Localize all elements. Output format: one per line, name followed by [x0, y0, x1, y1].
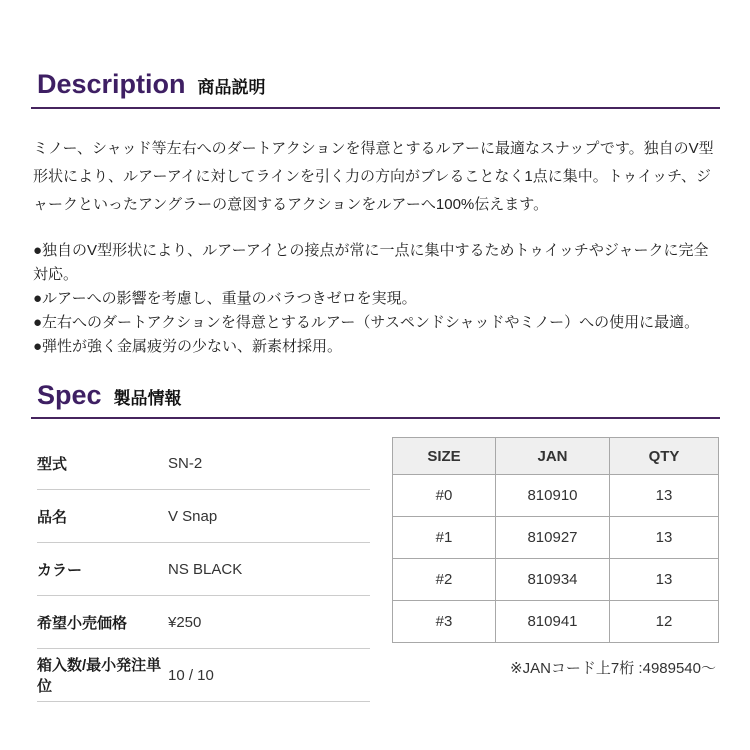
spec-label: 希望小売価格	[37, 614, 128, 632]
spec-row-color	[37, 543, 370, 596]
size-cell: #2	[393, 559, 496, 601]
feature-bullet: ●独自のV型形状により、ルアーアイとの接点が常に一点に集中するためトゥイッチやジャークに完全対応。	[33, 241, 709, 283]
spec-row-price	[37, 596, 370, 649]
qty-cell: 12	[610, 601, 719, 643]
spec-label: カラー	[37, 561, 83, 579]
spec-content	[31, 437, 720, 702]
jan-cell: 810941	[496, 601, 610, 643]
description-heading-en: Description	[37, 69, 186, 99]
spec-label: 型式	[37, 455, 68, 473]
spec-row-box-qty	[37, 649, 370, 702]
table-row	[393, 475, 719, 517]
table-row	[393, 601, 719, 643]
feature-bullet-list	[33, 239, 720, 359]
jan-cell: 810934	[496, 559, 610, 601]
qty-cell: 13	[610, 517, 719, 559]
jan-column-header: JAN	[496, 438, 610, 475]
feature-bullet: ●弾性が強く金属疲労の少ない、新素材採用。	[33, 337, 343, 355]
spec-value: SN-2	[168, 454, 203, 472]
description-section	[31, 70, 720, 359]
spec-section	[31, 381, 720, 703]
spec-table	[37, 437, 370, 702]
description-paragraph: ミノー、シャッド等左右へのダートアクションを得意とするルアーに最適なスナップです。独自のV型形状により、ルアーアイに対してラインを引く力の方向がブレることなく1点に集中。トゥイッチ、ジャークといったアングラーの意図するアクションをルアーへ100%伝えます。	[33, 139, 714, 213]
spec-heading-en: Spec	[37, 379, 102, 410]
jan-cell: 810910	[496, 475, 610, 517]
size-table	[392, 437, 719, 643]
feature-bullet: ●ルアーへの影響を考慮し、重量のバラつきゼロを実現。	[33, 289, 417, 307]
qty-column-header: QTY	[610, 438, 719, 475]
size-column-header: SIZE	[393, 438, 496, 475]
spec-label: 品名	[37, 508, 68, 526]
spec-value: ¥250	[168, 613, 202, 631]
spec-heading	[31, 381, 720, 420]
spec-value: 10 / 10	[168, 666, 214, 684]
spec-value: V Snap	[168, 507, 218, 525]
size-cell: #0	[393, 475, 496, 517]
table-row	[393, 559, 719, 601]
qty-cell: 13	[610, 475, 719, 517]
table-row	[393, 517, 719, 559]
jan-cell: 810927	[496, 517, 610, 559]
spec-row-model	[37, 437, 370, 490]
spec-heading-jp: 製品情報	[113, 388, 182, 408]
description-heading	[31, 70, 720, 109]
size-table-header-row	[393, 438, 719, 475]
description-heading-jp: 商品説明	[197, 78, 266, 97]
size-table-column	[392, 437, 718, 678]
spec-label: 箱入数/最小発注単位	[37, 657, 162, 696]
qty-cell: 13	[610, 559, 719, 601]
spec-row-name	[37, 490, 370, 543]
feature-bullet: ●左右へのダートアクションを得意とするルアー（サスペンドシャッドやミノー）への使用に最適。	[33, 313, 700, 331]
spec-value: NS BLACK	[168, 560, 243, 578]
size-cell: #1	[393, 517, 496, 559]
jan-code-note: ※JANコード上7桁 :4989540～	[510, 660, 716, 678]
size-cell: #3	[393, 601, 496, 643]
